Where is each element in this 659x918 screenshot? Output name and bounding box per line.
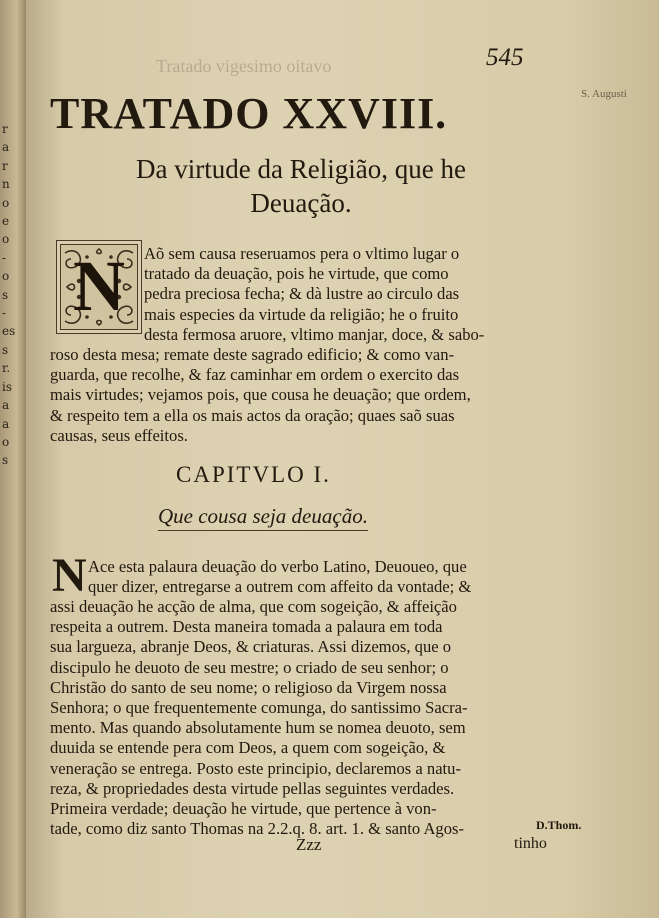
running-head-bleed-through: Tratado vigesimo oitavo <box>156 56 332 76</box>
facing-page-fragment: s <box>2 453 9 468</box>
text-line: reza, & propriedades desta virtude pellas seguintes verdades. <box>50 778 455 798</box>
text-line: duuida se entende pera com Deos, a quem com sogeição, & <box>50 738 446 758</box>
facing-page-fragment: e <box>2 214 10 229</box>
facing-page-fragments <box>2 120 24 470</box>
facing-page-fragment: a <box>2 416 10 431</box>
facing-page-fragment: o <box>2 434 10 449</box>
treatise-title: TRATADO XXVIII. <box>50 89 448 138</box>
facing-page-fragment: r. <box>2 361 11 376</box>
text-line: quer dizer, entregarse a outrem com affeito da vontade; & <box>88 577 472 597</box>
facing-page-fragment: o <box>2 232 10 247</box>
initial-letter: N <box>73 246 125 326</box>
text-line: tratado da deuação, pois he virtude, que como <box>144 264 449 284</box>
text-line: desta fermosa aruore, vltimo manjar, doce, & sabo- <box>144 324 485 344</box>
chapter-title: Que cousa seja deuação. <box>158 504 368 528</box>
facing-page-edge <box>0 0 28 918</box>
facing-page-fragment: s <box>2 287 9 302</box>
text-line: mento. Mas quando absolutamente hum se nomea deuoto, sem <box>50 718 466 738</box>
text-line: respeita a outrem. Desta maneira tomada a palaura em toda <box>50 617 443 637</box>
subtitle-line: Da virtude da Religião, que he <box>136 154 466 184</box>
signature-mark: Zzz <box>296 835 322 854</box>
facing-page-fragment: n <box>2 177 10 192</box>
facing-page-fragment: o <box>2 195 10 210</box>
subtitle-line: Deuação. <box>250 188 352 218</box>
text-line: assi deuação he acção de alma, que com sogeição, & affeição <box>50 597 457 616</box>
chapter-paragraph-full <box>50 597 592 839</box>
text-line: mais virtudes; vejamos pois, que cousa he deuação; que ordem, <box>50 385 471 405</box>
page-number: 545 <box>486 44 524 71</box>
facing-page-fragment: s <box>2 342 9 357</box>
text-line: tade, como diz santo Thomas na 2.2.q. 8. art. 1. & santo Agos- <box>50 819 465 839</box>
text-line: Christão do santo de seu nome; o religioso da Virgem nossa <box>50 677 447 697</box>
text-line: mais especies da virtude da religião; he o fruito <box>144 304 459 324</box>
facing-page-fragment: - <box>2 306 7 321</box>
facing-page-fragment: es <box>2 324 16 339</box>
facing-page-fragment: o <box>2 269 10 284</box>
text-line: veneração se entrega. Posto este principio, declaremos a natu- <box>50 758 461 778</box>
chapter-initial: N <box>52 549 87 602</box>
facing-page-fragment: a <box>2 140 10 155</box>
decorated-initial <box>56 240 142 334</box>
chapter-heading: CAPITVLO I. <box>176 462 331 487</box>
opening-paragraph-indented <box>144 244 592 345</box>
treatise-subtitle <box>86 152 516 220</box>
margin-note: D.Thom. <box>536 818 582 832</box>
text-line: roso desta mesa; remate deste sagrado edificio; & como van- <box>50 345 455 364</box>
text-line: guarda, que recolhe, & faz caminhar em ordem o exercito das <box>50 365 460 385</box>
facing-page-fragment: is <box>2 379 12 394</box>
catchword: tinho <box>514 835 547 852</box>
facing-page-fragment: a <box>2 398 10 413</box>
text-line: Senhora; o que frequentemente comunga, do santissimo Sacra- <box>50 698 468 718</box>
text-line: Ace esta palaura deuação do verbo Latino, Deuoueo, que <box>88 557 467 576</box>
facing-page-fragment: r <box>2 122 8 136</box>
facing-page-fragment: - <box>2 250 7 265</box>
text-line: Aõ sem causa reseruamos pera o vltimo lugar o <box>144 244 460 263</box>
opening-paragraph-full <box>50 345 592 446</box>
text-line: Primeira verdade; deuação he virtude, que pertence à von- <box>50 799 437 819</box>
facing-page-fragment: r <box>2 158 8 173</box>
side-note-bleed-through: S. Augusti <box>581 88 627 100</box>
text-line: pedra preciosa fecha; & dà lustre ao circulo das <box>144 284 460 304</box>
chapter-paragraph-indented <box>88 557 592 597</box>
text-line: & respeito tem a ella os mais actos da oração; quaes saõ suas <box>50 405 455 425</box>
text-line: causas, seus effeitos. <box>50 425 188 445</box>
text-line: discipulo he deuoto de seu mestre; o criado de seu senhor; o <box>50 657 449 677</box>
text-line: sua largueza, abranje Deos, & criaturas. Assi dizemos, que o <box>50 637 452 657</box>
book-page <box>26 0 659 918</box>
